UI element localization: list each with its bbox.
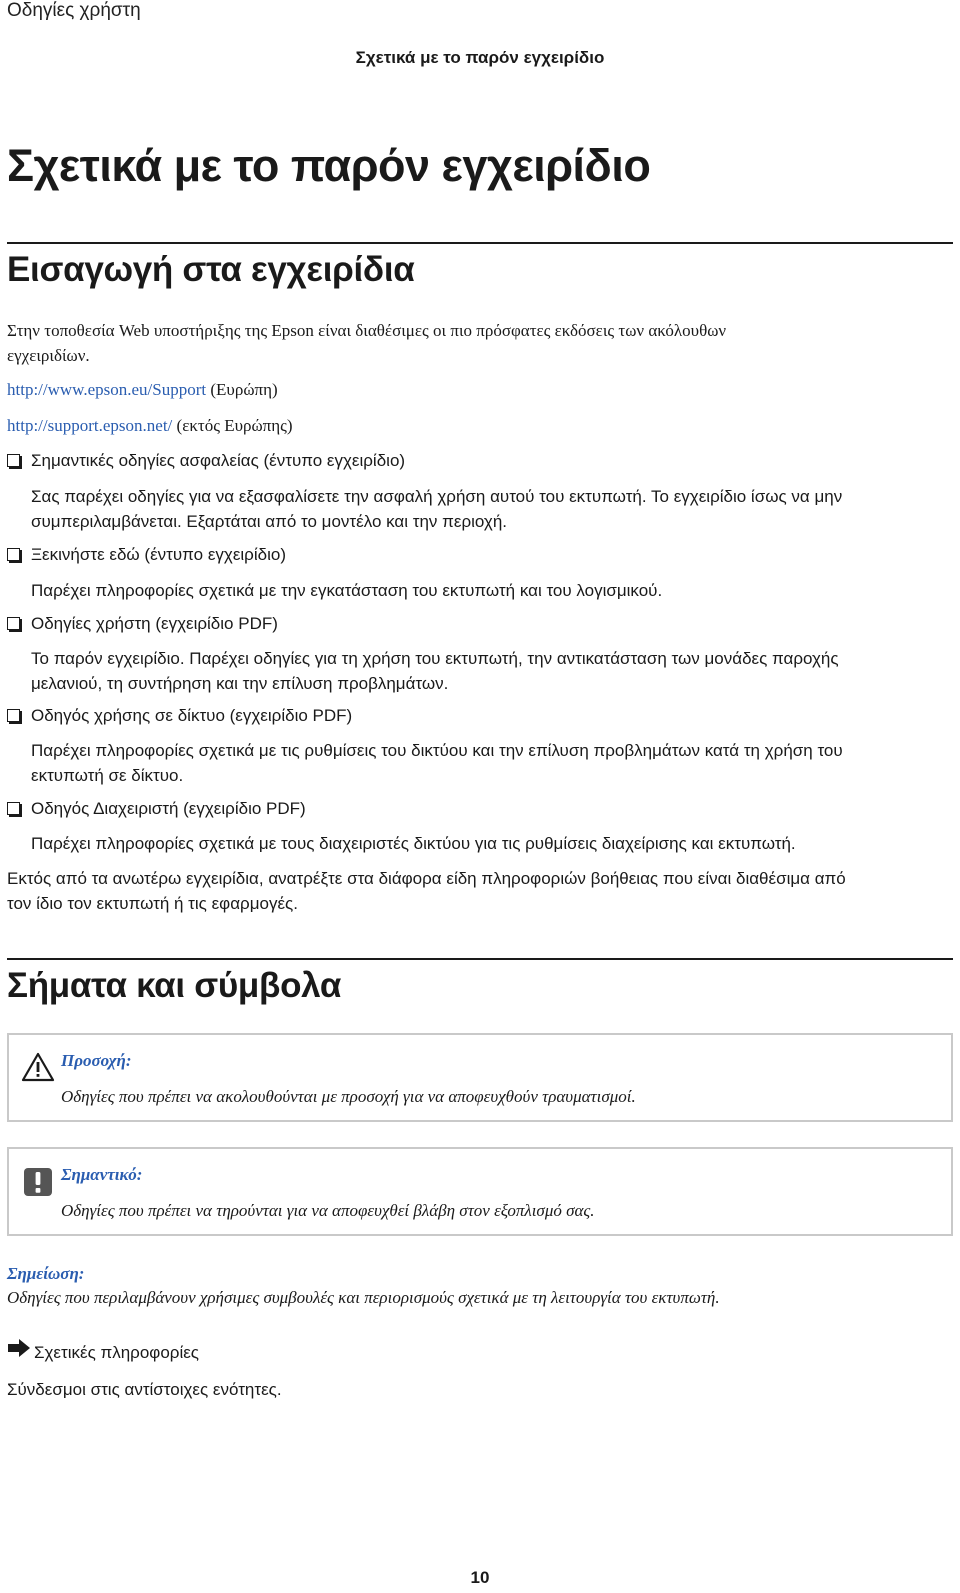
- related-info-label[interactable]: Σχετικές πληροφορίες: [34, 1343, 200, 1362]
- note-title: Σημείωση:: [7, 1264, 85, 1283]
- closing-text-line-1: Εκτός από τα ανωτέρω εγχειρίδια, ανατρέξτε στα διάφορα είδη πληροφοριών βοήθειας που είναι διαθέσιμα από: [7, 869, 846, 888]
- checkbox-bullet-icon: [7, 454, 20, 467]
- link-row-outside-europe: [7, 413, 293, 438]
- intro-text-line-1: Στην τοποθεσία Web υποστήριξης της Epson είναι διαθέσιμες οι πιο πρόσφατες εκδόσεις των ακόλουθων: [7, 321, 727, 340]
- running-head: Οδηγίες χρήστη: [7, 0, 141, 21]
- manual-desc-network-guide-line-1: Παρέχει πληροφορίες σχετικά με τις ρυθμίσεις του δικτύου και την επίλυση προβλημάτων κατά τη χρήση του: [31, 741, 843, 760]
- closing-text-line-2: τον ίδιο τον εκτυπωτή ή τις εφαρμογές.: [7, 894, 298, 913]
- manual-desc-safety-line-2: συμπεριλαμβάνεται. Εξαρτάται από το μοντέλο και την περιοχή.: [31, 512, 507, 531]
- section-heading-marks: Σήματα και σύμβολα: [7, 966, 342, 1005]
- related-info-text: Σύνδεσμοι στις αντίστοιχες ενότητες.: [7, 1380, 282, 1399]
- epson-support-net-link[interactable]: http://support.epson.net/: [7, 416, 173, 435]
- page-number: 10: [470, 1568, 490, 1587]
- checkbox-bullet-icon: [7, 548, 20, 561]
- manual-desc-user-guide-line-1: Το παρόν εγχειρίδιο. Παρέχει οδηγίες για τη χρήση του εκτυπωτή, την αντικατάσταση των μονάδες παροχής: [31, 649, 839, 668]
- manual-desc-network-guide-line-2: εκτυπωτή σε δίκτυο.: [31, 766, 184, 785]
- intro-text-line-2: εγχειριδίων.: [7, 346, 90, 365]
- important-text: Οδηγίες που πρέπει να τηρούνται για να αποφευχθεί βλάβη στον εξοπλισμό σας.: [61, 1201, 595, 1220]
- manual-title-user-guide: Οδηγίες χρήστη (εγχειρίδιο PDF): [31, 614, 278, 633]
- manual-title-admin-guide: Οδηγός Διαχειριστή (εγχειρίδιο PDF): [31, 799, 306, 818]
- section-divider: [7, 958, 953, 960]
- link-note-outside-europe: (εκτός Ευρώπης): [176, 416, 293, 435]
- link-row-europe: [7, 377, 278, 402]
- link-note-europe: (Ευρώπη): [210, 380, 278, 399]
- manual-desc-user-guide-line-2: μελανιού, τη συντήρηση και την επίλυση προβλημάτων.: [31, 674, 449, 693]
- warning-triangle-icon: [21, 1051, 55, 1083]
- section-heading-intro: Εισαγωγή στα εγχειρίδια: [7, 250, 415, 289]
- arrow-right-icon: [7, 1338, 31, 1358]
- section-divider: [7, 242, 953, 244]
- caution-text: Οδηγίες που πρέπει να ακολουθούνται με προσοχή για να αποφευχθούν τραυματισμοί.: [61, 1087, 636, 1106]
- note-text: Οδηγίες που περιλαμβάνουν χρήσιμες συμβουλές και περιορισμούς σχετικά με τη λειτουργία του εκτυπωτή.: [7, 1288, 720, 1307]
- important-box: [7, 1147, 953, 1236]
- manual-desc-start-here: Παρέχει πληροφορίες σχετικά με την εγκατάσταση του εκτυπωτή και του λογισμικού.: [31, 581, 663, 600]
- checkbox-bullet-icon: [7, 617, 20, 630]
- important-title: Σημαντικό:: [61, 1165, 143, 1184]
- manual-title-network-guide: Οδηγός χρήσης σε δίκτυο (εγχειρίδιο PDF): [31, 706, 353, 725]
- exclamation-icon: [23, 1167, 53, 1197]
- running-section-title: Σχετικά με το παρόν εγχειρίδιο: [355, 48, 605, 67]
- manual-title-start-here: Ξεκινήστε εδώ (έντυπο εγχειρίδιο): [31, 545, 286, 564]
- checkbox-bullet-icon: [7, 709, 20, 722]
- caution-box: [7, 1033, 953, 1122]
- manual-desc-safety-line-1: Σας παρέχει οδηγίες για να εξασφαλίσετε την ασφαλή χρήση αυτού του εκτυπωτή. Το εγχειρίδιο ίσως να μην: [31, 487, 843, 506]
- epson-support-link[interactable]: http://www.epson.eu/Support: [7, 380, 207, 399]
- manual-title-safety: Σημαντικές οδηγίες ασφαλείας (έντυπο εγχειρίδιο): [31, 451, 406, 470]
- caution-title: Προσοχή:: [61, 1051, 132, 1070]
- page-title: Σχετικά με το παρόν εγχειρίδιο: [7, 140, 651, 191]
- manual-desc-admin-guide: Παρέχει πληροφορίες σχετικά με τους διαχειριστές δικτύου για τις ρυθμίσεις διαχείρισης και εκτυπωτή.: [31, 834, 796, 853]
- checkbox-bullet-icon: [7, 802, 20, 815]
